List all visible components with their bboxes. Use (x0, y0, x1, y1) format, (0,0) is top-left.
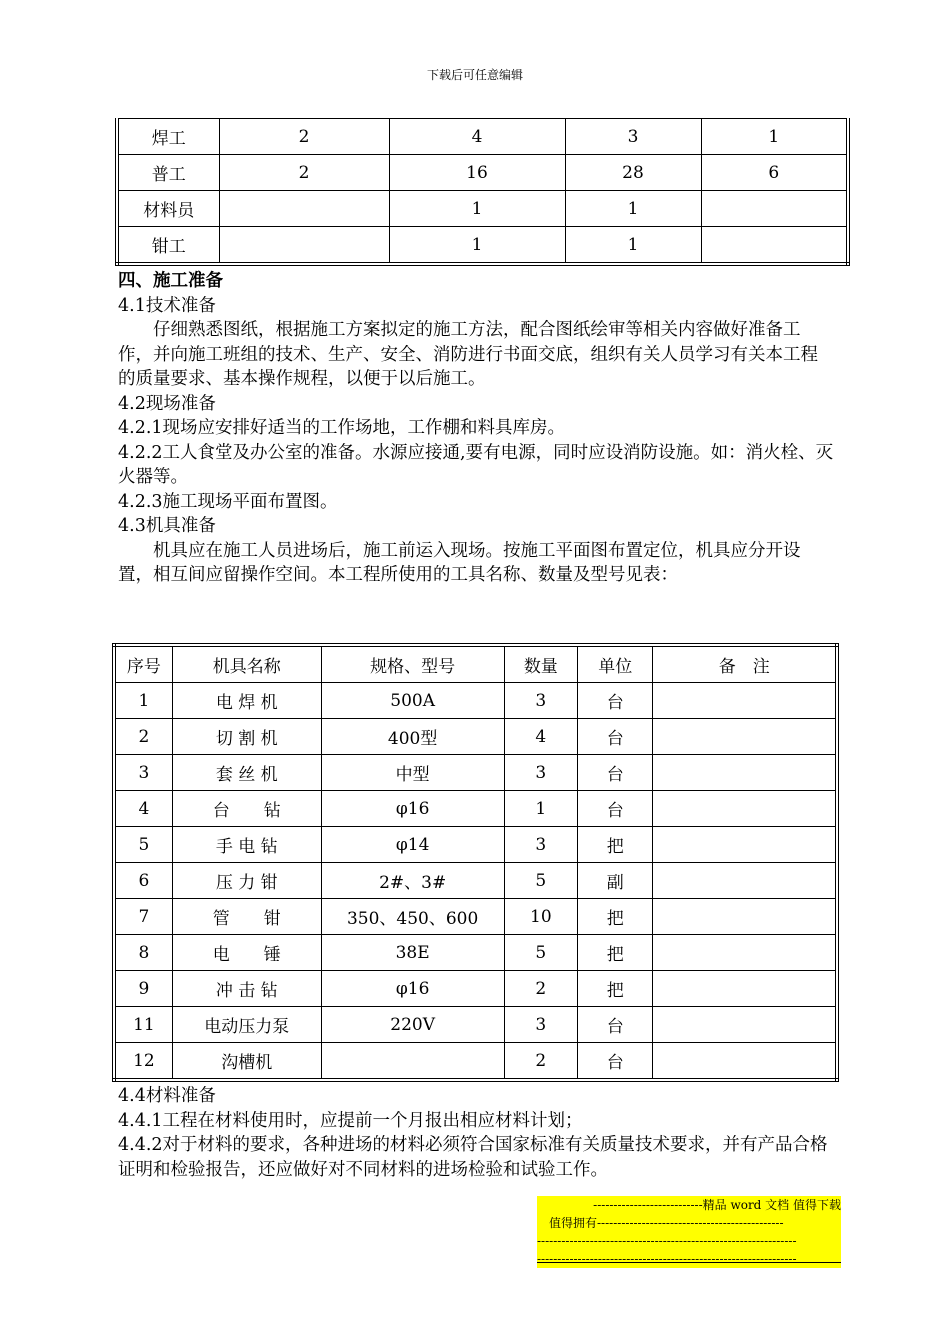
item-4-2-2: 4.2.2工人食堂及办公室的准备。水源应接通,要有电源，同时应设消防设施。如：消火栓、灭火器等。 (118, 442, 834, 487)
table-row (114, 1043, 837, 1081)
table-cell: 1 (389, 227, 565, 265)
table-cell: 3 (504, 1007, 577, 1043)
table-cell: 把 (578, 971, 653, 1007)
table-cell: 6 (114, 863, 172, 899)
item-4-4-2: 4.4.2对于材料的要求，各种进场的材料必须符合国家标准有关质量技术要求，并有产品合格证明和检验报告，还应做好对不同材料的进场检验和试验工作。 (118, 1135, 828, 1180)
table-cell: 5 (504, 863, 577, 899)
table-cell: 套 丝 机 (172, 755, 321, 791)
table-row (117, 191, 848, 227)
table-cell: φ16 (321, 791, 504, 827)
table-cell: 8 (114, 935, 172, 971)
table-cell: 350、450、600 (321, 899, 504, 935)
table-cell: 5 (504, 935, 577, 971)
table-cell (653, 935, 837, 971)
table-row (114, 827, 837, 863)
preparation-section (118, 269, 834, 588)
table-cell: 7 (114, 899, 172, 935)
item-4-2-1: 4.2.1现场应安排好适当的工作场地，工作棚和料具库房。 (118, 418, 566, 438)
table-row (114, 899, 837, 935)
subsection-4-3: 4.3机具准备 (118, 516, 216, 536)
table-cell: 10 (504, 899, 577, 935)
column-header: 数量 (504, 645, 577, 683)
table-cell: 台 钻 (172, 791, 321, 827)
table-cell (653, 899, 837, 935)
table-header-row (114, 645, 837, 683)
table-cell (653, 827, 837, 863)
footer-line-4: ---------------------------------------------------------------- (537, 1250, 841, 1268)
table-cell: 220V (321, 1007, 504, 1043)
subsection-4-1: 4.1技术准备 (118, 295, 216, 316)
table-cell: 沟槽机 (172, 1043, 321, 1081)
table-cell: 台 (578, 1007, 653, 1043)
item-4-2-3: 4.2.3施工现场平面布置图。 (118, 491, 338, 512)
footer-watermark (537, 1196, 841, 1268)
table-cell: 2 (504, 1043, 577, 1081)
footer-rule (537, 1262, 841, 1263)
table-cell: 焊工 (117, 119, 219, 155)
table-cell: 台 (578, 683, 653, 719)
table-cell: 9 (114, 971, 172, 1007)
table-cell: 台 (578, 791, 653, 827)
tools-table (112, 643, 839, 1082)
table-cell: 普工 (117, 155, 219, 191)
table-cell (653, 971, 837, 1007)
table-cell: 2 (504, 971, 577, 1007)
paragraph-4-3: 机具应在施工人员进场后，施工前运入现场。按施工平面图布置定位，机具应分开设置，相互间应留操作空间。本工程所使用的工具名称、数量及型号见表： (118, 540, 801, 585)
table-cell: 切 割 机 (172, 719, 321, 755)
table-cell: 台 (578, 719, 653, 755)
table-cell: 管 钳 (172, 899, 321, 935)
table-cell: 3 (504, 755, 577, 791)
table-cell: 3 (504, 827, 577, 863)
table-cell: 4 (114, 791, 172, 827)
column-header: 单位 (578, 645, 653, 683)
table-row (114, 791, 837, 827)
section-title: 四、施工准备 (118, 271, 223, 291)
footer-line-1: ---------------------------精品 word 文档 值得下载 (537, 1196, 841, 1214)
table-cell: 38E (321, 935, 504, 971)
table-cell: 2 (219, 119, 389, 155)
table-cell: 压 力 钳 (172, 863, 321, 899)
table-cell (219, 191, 389, 227)
table-cell: 电 焊 机 (172, 683, 321, 719)
column-header: 序号 (114, 645, 172, 683)
table-cell: 400型 (321, 719, 504, 755)
footer-line-3: ---------------------------------------------------------------- (537, 1232, 841, 1250)
table-cell (653, 1043, 837, 1081)
table-cell: 500A (321, 683, 504, 719)
table-cell: 手 电 钻 (172, 827, 321, 863)
table-cell: 3 (565, 119, 701, 155)
table-row (114, 683, 837, 719)
table-cell (653, 863, 837, 899)
table-row (114, 755, 837, 791)
table-cell: 4 (504, 719, 577, 755)
table-row (114, 935, 837, 971)
table-cell: 把 (578, 827, 653, 863)
table-row (117, 119, 848, 155)
staff-table (115, 118, 850, 266)
table-cell: 1 (565, 227, 701, 265)
table-cell: 4 (389, 119, 565, 155)
table-row (114, 863, 837, 899)
table-cell (653, 719, 837, 755)
footer-line-2: 值得拥有---------------------------------------------- (537, 1214, 841, 1232)
column-header: 机具名称 (172, 645, 321, 683)
table-cell (219, 227, 389, 265)
table-cell: 11 (114, 1007, 172, 1043)
table-cell: 副 (578, 863, 653, 899)
table-cell: 1 (701, 119, 848, 155)
table-cell: 1 (389, 191, 565, 227)
subsection-4-2: 4.2现场准备 (118, 393, 216, 414)
table-cell (701, 227, 848, 265)
table-cell: 钳工 (117, 227, 219, 265)
table-cell: φ16 (321, 971, 504, 1007)
table-cell: 16 (389, 155, 565, 191)
table-cell (653, 791, 837, 827)
table-cell: 28 (565, 155, 701, 191)
table-cell: 材料员 (117, 191, 219, 227)
table-cell: φ14 (321, 827, 504, 863)
table-cell (321, 1043, 504, 1081)
header-note: 下载后可任意编辑 (426, 68, 523, 82)
material-section (118, 1084, 834, 1182)
table-cell: 2#、3# (321, 863, 504, 899)
table-cell: 把 (578, 899, 653, 935)
table-cell: 冲 击 钻 (172, 971, 321, 1007)
table-row (117, 227, 848, 265)
table-cell (653, 755, 837, 791)
table-cell: 中型 (321, 755, 504, 791)
table-cell: 12 (114, 1043, 172, 1081)
table-cell: 1 (504, 791, 577, 827)
table-row (117, 155, 848, 191)
table-cell (653, 1007, 837, 1043)
item-4-4-1: 4.4.1工程在材料使用时，应提前一个月报出相应材料计划； (118, 1110, 583, 1131)
table-cell (701, 191, 848, 227)
table-cell: 3 (114, 755, 172, 791)
table-row (114, 971, 837, 1007)
table-cell: 台 (578, 755, 653, 791)
table-cell (653, 683, 837, 719)
table-row (114, 719, 837, 755)
table-cell: 6 (701, 155, 848, 191)
table-cell: 5 (114, 827, 172, 863)
table-cell: 电动压力泵 (172, 1007, 321, 1043)
subsection-4-4: 4.4材料准备 (118, 1086, 216, 1106)
table-cell: 1 (565, 191, 701, 227)
table-cell: 2 (219, 155, 389, 191)
column-header: 备 注 (653, 645, 837, 683)
table-cell: 台 (578, 1043, 653, 1081)
column-header: 规格、型号 (321, 645, 504, 683)
table-cell: 2 (114, 719, 172, 755)
table-cell: 1 (114, 683, 172, 719)
table-cell: 3 (504, 683, 577, 719)
paragraph-4-1: 仔细熟悉图纸，根据施工方案拟定的施工方法，配合图纸绘审等相关内容做好准备工作，并向施工班组的技术、生产、安全、消防进行书面交底，组织有关人员学习有关本工程的质量要求、基本操作规程，以便于以后施工。 (118, 320, 818, 389)
table-row (114, 1007, 837, 1043)
table-cell: 把 (578, 935, 653, 971)
table-cell: 电 锤 (172, 935, 321, 971)
